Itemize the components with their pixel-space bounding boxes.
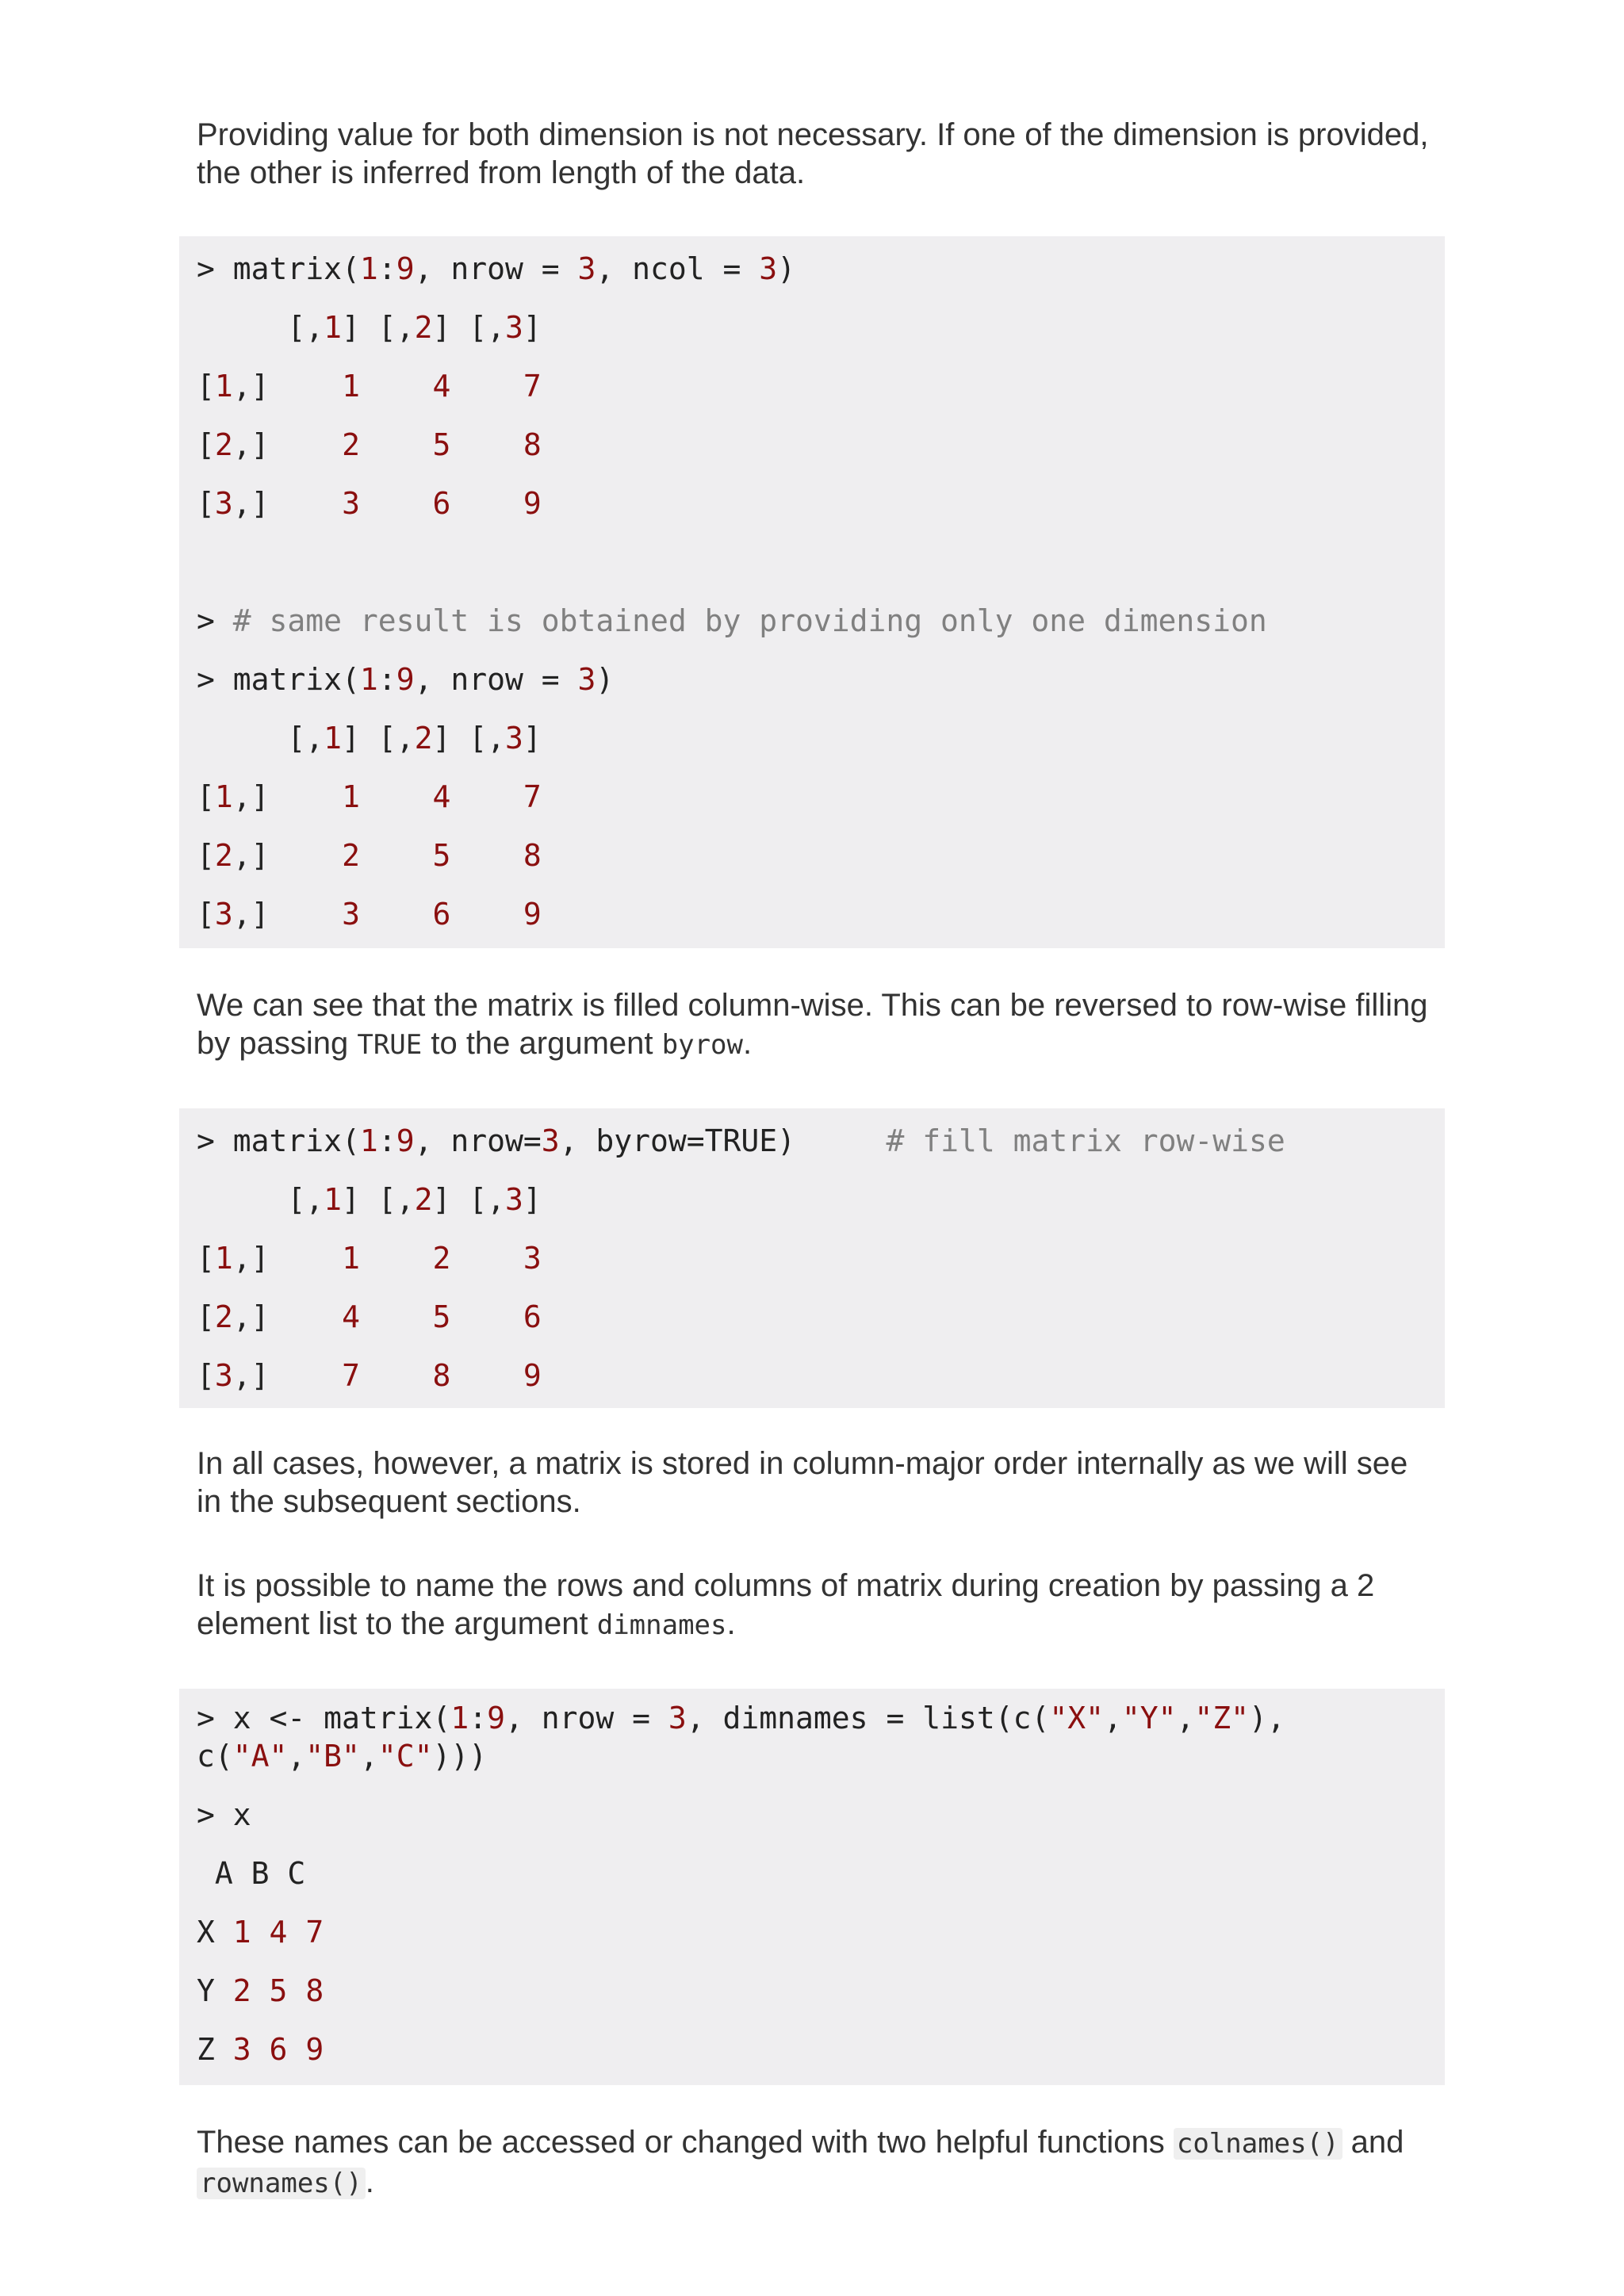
inline-code: rownames() bbox=[197, 2168, 366, 2199]
paragraph-dimension-note bbox=[197, 116, 1434, 192]
inline-code: colnames() bbox=[1174, 2128, 1342, 2160]
code-line-print: > x bbox=[197, 1797, 251, 1832]
code-line-column-header: A B C bbox=[197, 1856, 306, 1891]
code-line-row: [1,] 1 4 7 bbox=[197, 779, 542, 814]
paragraph-dimnames: It is possible to name the rows and columns of matrix during creation by passing a 2 element list to the argument dimnames. bbox=[197, 1568, 1375, 1641]
code-line-command: > matrix(1:9, nrow = 3, ncol = 3) bbox=[197, 251, 796, 286]
code-line-row: X 1 4 7 bbox=[197, 1915, 324, 1950]
inline-code: byrow bbox=[661, 1029, 743, 1061]
code-line-row: [3,] 3 6 9 bbox=[197, 486, 542, 521]
code-line-command: > x <- matrix(1:9, nrow = 3, dimnames = list(c("X","Y","Z"), c("A","B","C"))) bbox=[197, 1701, 1285, 1774]
code-line-row: [1,] 1 2 3 bbox=[197, 1241, 542, 1276]
code-line-row: [2,] 2 5 8 bbox=[197, 427, 542, 462]
code-blank-line bbox=[197, 533, 1445, 591]
code-block-byrow bbox=[179, 1108, 1445, 1408]
code-line-row: Z 3 6 9 bbox=[197, 2032, 324, 2067]
paragraph-text: Providing value for both dimension is not necessary. If one of the dimension is provided, the other is inferred from length of the data. bbox=[197, 117, 1429, 190]
inline-code: TRUE bbox=[357, 1029, 423, 1061]
code-line-comment: > # same result is obtained by providing only one dimension bbox=[197, 603, 1267, 638]
code-line-command: > matrix(1:9, nrow=3, byrow=TRUE) # fill matrix row-wise bbox=[197, 1123, 1285, 1158]
inline-code: dimnames bbox=[596, 1609, 727, 1641]
paragraph-column-wise: We can see that the matrix is filled column-wise. This can be reversed to row-wise filling by passing TRUE to the argument byrow. bbox=[197, 988, 1428, 1061]
code-block-matrix-dims bbox=[179, 236, 1445, 948]
code-line-column-header: [,1] [,2] [,3] bbox=[197, 1182, 542, 1217]
code-line-column-header: [,1] [,2] [,3] bbox=[197, 721, 542, 756]
code-line-row: [3,] 3 6 9 bbox=[197, 897, 542, 932]
code-line-row: [2,] 2 5 8 bbox=[197, 838, 542, 873]
paragraph-column-major: In all cases, however, a matrix is stored in column-major order internally as we will see in the subsequent sections. bbox=[197, 1446, 1408, 1519]
code-line-column-header: [,1] [,2] [,3] bbox=[197, 310, 542, 345]
code-line-command: > matrix(1:9, nrow = 3) bbox=[197, 662, 615, 697]
code-line-row: [2,] 4 5 6 bbox=[197, 1299, 542, 1334]
code-block-dimnames bbox=[179, 1689, 1445, 2085]
code-line-row: [1,] 1 4 7 bbox=[197, 369, 542, 404]
paragraph-colnames-rownames: These names can be accessed or changed with two helpful functions colnames() and rownames() . bbox=[197, 2125, 1404, 2199]
code-line-row: [3,] 7 8 9 bbox=[197, 1358, 542, 1393]
code-line-row: Y 2 5 8 bbox=[197, 1973, 324, 2008]
